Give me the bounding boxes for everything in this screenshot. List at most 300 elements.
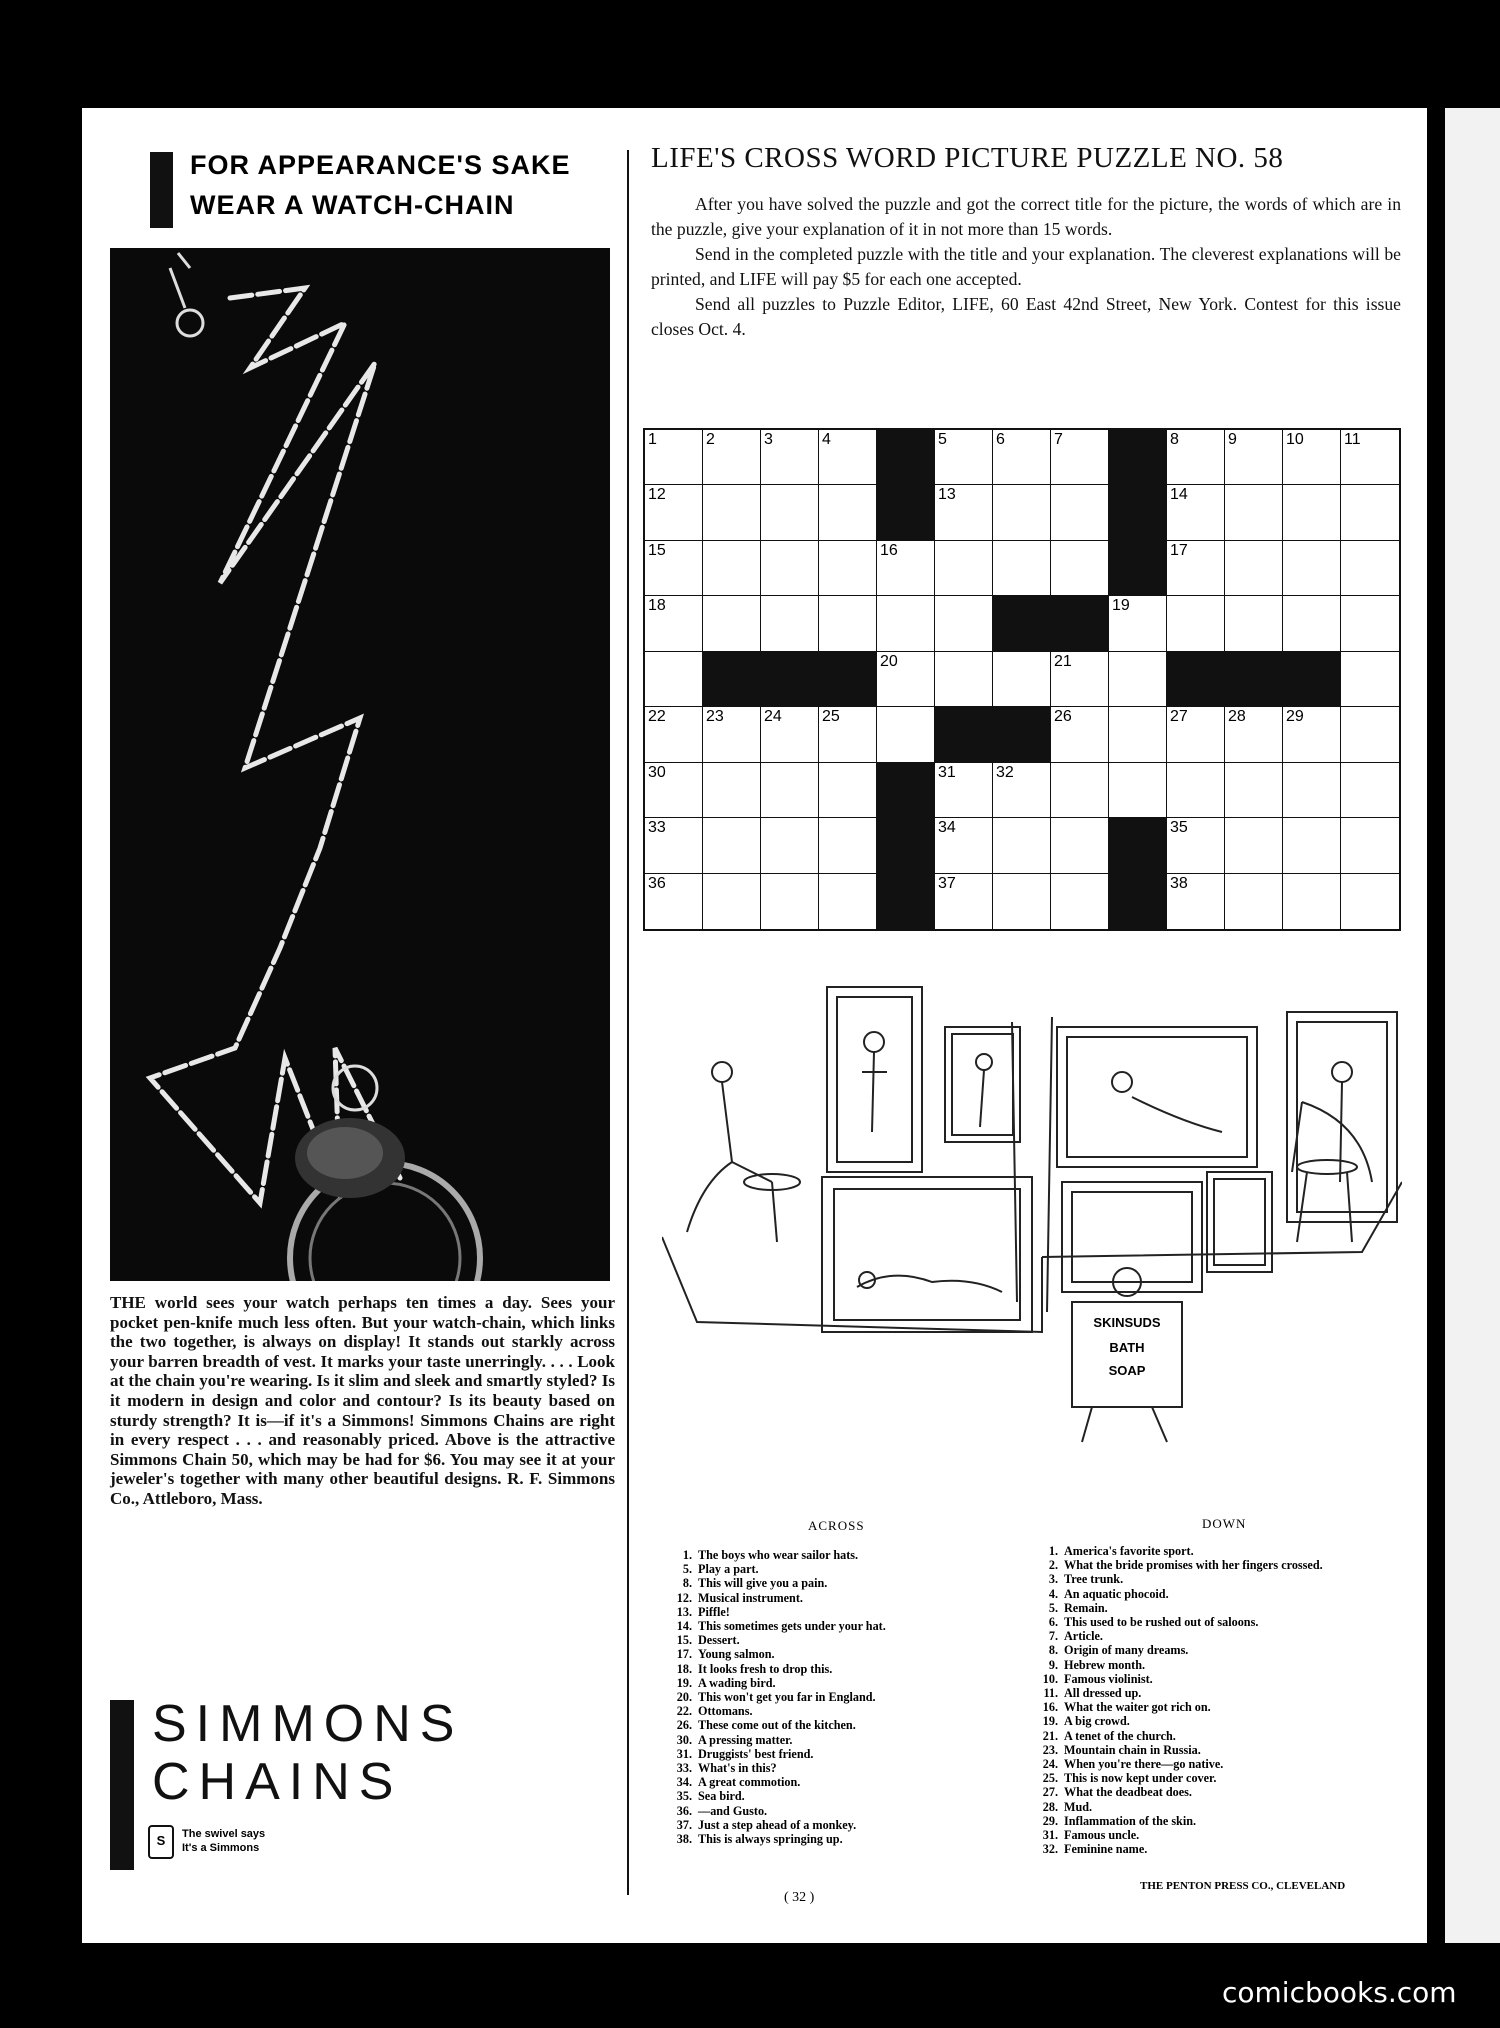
clue-item xyxy=(1032,1785,1412,1799)
clue-item-text: Article. xyxy=(1064,1629,1103,1644)
grid-cell[interactable] xyxy=(1341,430,1399,485)
clue-item-number: 17. xyxy=(676,1647,692,1662)
clue-item-number: 31. xyxy=(676,1746,692,1761)
clue-item-number: 29. xyxy=(1042,1813,1058,1828)
grid-cell[interactable] xyxy=(877,596,935,651)
clue-item-number: 14. xyxy=(676,1619,692,1634)
grid-cell[interactable] xyxy=(1225,485,1283,540)
clue-number: 18 xyxy=(648,597,666,615)
instructions-paragraph: Send all puzzles to Puzzle Editor, LIFE, 60 East 42nd Street, New York. Contest for this issue closes Oct. 4. xyxy=(651,294,1401,339)
grid-cell[interactable] xyxy=(935,485,993,540)
grid-cell[interactable] xyxy=(703,541,761,596)
ad-headline-line-2: WEAR A WATCH-CHAIN xyxy=(190,190,515,220)
grid-cell[interactable] xyxy=(1283,596,1341,651)
clue-item-number: 13. xyxy=(676,1604,692,1619)
clue-number: 16 xyxy=(880,541,898,559)
clue-item-text: What the bride promises with her fingers crossed. xyxy=(1064,1558,1323,1573)
grid-cell[interactable] xyxy=(1167,596,1225,651)
clue-item xyxy=(666,1591,1036,1605)
clue-item-number: 7. xyxy=(1048,1629,1058,1644)
brand-name-line-2: CHAINS xyxy=(152,1753,403,1811)
clue-item-number: 9. xyxy=(1048,1657,1058,1672)
ad-headline xyxy=(150,150,625,228)
grid-cell[interactable] xyxy=(703,596,761,651)
clue-item xyxy=(1032,1587,1412,1601)
clue-item xyxy=(1032,1800,1412,1814)
clue-item xyxy=(1032,1842,1412,1856)
grid-cell[interactable] xyxy=(1167,485,1225,540)
grid-cell[interactable] xyxy=(993,763,1051,818)
clue-item-number: 25. xyxy=(1042,1771,1058,1786)
clue-item-text: This will give you a pain. xyxy=(698,1576,828,1591)
clue-item xyxy=(666,1718,1036,1732)
grid-cell[interactable] xyxy=(877,707,935,762)
grid-cell[interactable] xyxy=(1283,485,1341,540)
brand-tagline xyxy=(182,1827,265,1855)
grid-cell[interactable] xyxy=(761,707,819,762)
clue-item-number: 35. xyxy=(676,1789,692,1804)
clue-item xyxy=(666,1818,1036,1832)
grid-cell[interactable] xyxy=(935,430,993,485)
grid-cell[interactable] xyxy=(1341,541,1399,596)
clue-item xyxy=(666,1548,1036,1562)
clue-item-text: Piffle! xyxy=(698,1604,730,1619)
clue-item-number: 33. xyxy=(676,1761,692,1776)
clue-item xyxy=(1032,1601,1412,1615)
grid-cell[interactable] xyxy=(1341,707,1399,762)
grid-black-square xyxy=(1109,874,1167,929)
grid-black-square xyxy=(761,652,819,707)
clue-item-number: 32. xyxy=(1042,1842,1058,1857)
clue-number: 28 xyxy=(1228,708,1246,726)
clue-item xyxy=(1032,1700,1412,1714)
clue-number: 33 xyxy=(648,819,666,837)
clue-item-number: 22. xyxy=(676,1704,692,1719)
clue-item xyxy=(666,1576,1036,1590)
grid-cell[interactable] xyxy=(1109,707,1167,762)
clue-item-number: 1. xyxy=(682,1548,692,1562)
clue-item xyxy=(1032,1828,1412,1842)
clue-item-text: Druggists' best friend. xyxy=(698,1746,814,1761)
clue-number: 38 xyxy=(1170,874,1188,892)
clue-number: 35 xyxy=(1170,819,1188,837)
watch-chain-illustration xyxy=(110,248,610,1281)
grid-cell[interactable] xyxy=(1167,430,1225,485)
clue-number: 24 xyxy=(764,708,782,726)
clue-item-number: 8. xyxy=(682,1576,692,1591)
clue-item-number: 15. xyxy=(676,1633,692,1648)
clue-item xyxy=(1032,1615,1412,1629)
simmons-brand-block xyxy=(110,1695,615,1870)
instructions-paragraph: After you have solved the puzzle and got the correct title for the picture, the words of which are in the puzzle, give your explanation of it in not more than 15 words. xyxy=(651,194,1401,239)
grid-cell[interactable] xyxy=(1051,430,1109,485)
clue-item xyxy=(666,1789,1036,1803)
grid-cell[interactable] xyxy=(761,596,819,651)
grid-cell[interactable] xyxy=(703,763,761,818)
ad-body-copy: THE world sees your watch perhaps ten times a day. Sees your pocket pen-knife much less often. But your watch-chain, which links the two together, is always on display! It stands out starkly across your barren breadth of vest. It marks your taste unerringly. . . . Look at the chain you're wearing. Is it slim and sleek and smartly styled? Is it modern in design and color and contour? Is its beauty based on sturdy strength? It is—if it's a Simmons! Simmons Chains are right in every respect . . . and reasonably priced. Above is the attractive Simmons Chain 50, which may be had for $6. You may see it at your jeweler's together with many other beautiful designs. R. F. Simmons Co., Attleboro, Mass. xyxy=(110,1293,615,1508)
clue-item-number: 11. xyxy=(1043,1686,1058,1701)
grid-cell[interactable] xyxy=(1341,818,1399,873)
clue-item-text: Inflammation of the skin. xyxy=(1064,1813,1197,1828)
clue-item-text: A great commotion. xyxy=(698,1775,801,1790)
clue-number: 21 xyxy=(1054,652,1072,670)
clue-item xyxy=(666,1647,1036,1661)
grid-cell[interactable] xyxy=(703,818,761,873)
clue-item-text: A wading bird. xyxy=(698,1675,776,1690)
grid-black-square xyxy=(1167,652,1225,707)
clue-number: 5 xyxy=(938,431,947,448)
clue-number: 12 xyxy=(648,486,666,504)
clue-number: 7 xyxy=(1054,431,1063,448)
grid-cell[interactable] xyxy=(1109,596,1167,651)
clue-item-number: 26. xyxy=(676,1718,692,1733)
grid-cell[interactable] xyxy=(935,763,993,818)
grid-cell[interactable] xyxy=(993,818,1051,873)
clue-number: 9 xyxy=(1228,431,1237,448)
clue-item xyxy=(666,1747,1036,1761)
clue-item xyxy=(1032,1771,1412,1785)
clue-item-text: A pressing matter. xyxy=(698,1732,793,1747)
clue-number: 17 xyxy=(1170,541,1188,559)
grid-black-square xyxy=(993,707,1051,762)
grid-cell[interactable] xyxy=(1283,541,1341,596)
watermark: comicbooks.com xyxy=(1222,1976,1457,2009)
grid-cell[interactable] xyxy=(645,485,703,540)
grid-cell[interactable] xyxy=(935,874,993,929)
clue-item-text: Sea bird. xyxy=(698,1789,745,1804)
clue-item xyxy=(1032,1743,1412,1757)
grid-cell[interactable] xyxy=(993,652,1051,707)
grid-cell[interactable] xyxy=(1225,541,1283,596)
clue-item xyxy=(1032,1714,1412,1728)
grid-cell[interactable] xyxy=(645,707,703,762)
clue-item xyxy=(666,1690,1036,1704)
grid-cell[interactable] xyxy=(877,652,935,707)
clue-item xyxy=(1032,1757,1412,1771)
grid-black-square xyxy=(935,707,993,762)
grid-cell[interactable] xyxy=(1225,763,1283,818)
grid-cell[interactable] xyxy=(645,596,703,651)
clue-number: 32 xyxy=(996,763,1014,781)
clue-item-text: This is now kept under cover. xyxy=(1064,1771,1217,1786)
clue-item-text: The boys who wear sailor hats. xyxy=(698,1548,859,1562)
clue-item xyxy=(1032,1629,1412,1643)
clue-item-number: 19. xyxy=(1042,1714,1058,1729)
clue-item-text: Dessert. xyxy=(698,1633,740,1648)
clue-item-number: 19. xyxy=(676,1675,692,1690)
clue-item xyxy=(666,1761,1036,1775)
clue-item-text: —and Gusto. xyxy=(698,1803,768,1818)
clue-item xyxy=(666,1619,1036,1633)
clue-item xyxy=(666,1676,1036,1690)
facing-page-edge xyxy=(1445,108,1500,1943)
grid-cell[interactable] xyxy=(1341,485,1399,540)
grid-cell[interactable] xyxy=(1167,818,1225,873)
grid-cell[interactable] xyxy=(761,874,819,929)
grid-cell[interactable] xyxy=(877,541,935,596)
grid-cell[interactable] xyxy=(1051,541,1109,596)
clue-item-text: Hebrew month. xyxy=(1064,1657,1146,1672)
grid-cell[interactable] xyxy=(761,485,819,540)
grid-cell[interactable] xyxy=(1341,652,1399,707)
clue-item-number: 5. xyxy=(682,1562,692,1577)
grid-cell[interactable] xyxy=(935,818,993,873)
grid-cell[interactable] xyxy=(1167,541,1225,596)
clue-item-number: 38. xyxy=(676,1832,692,1847)
grid-cell[interactable] xyxy=(1341,874,1399,929)
clue-number: 26 xyxy=(1054,708,1072,726)
clue-item-text: Mud. xyxy=(1064,1799,1093,1814)
instructions-paragraph: Send in the completed puzzle with the title and your explanation. The cleverest explanations will be printed, and LIFE will pay $5 for each one accepted. xyxy=(651,244,1401,289)
clue-number: 11 xyxy=(1344,431,1361,448)
grid-cell[interactable] xyxy=(645,541,703,596)
grid-black-square xyxy=(819,652,877,707)
grid-cell[interactable] xyxy=(703,707,761,762)
clue-item-number: 1. xyxy=(1048,1544,1058,1558)
clue-number: 37 xyxy=(938,874,956,892)
grid-cell[interactable] xyxy=(819,541,877,596)
clue-number: 13 xyxy=(938,486,956,504)
crossword-grid xyxy=(643,428,1401,931)
sign-text-2: BATH xyxy=(1109,1340,1145,1355)
grid-cell[interactable] xyxy=(1051,485,1109,540)
grid-cell[interactable] xyxy=(1167,763,1225,818)
page-number: ( 32 ) xyxy=(784,1890,815,1905)
brand-name-line-1: SIMMONS xyxy=(152,1695,464,1753)
clue-item-number: 18. xyxy=(676,1661,692,1676)
grid-cell[interactable] xyxy=(1167,707,1225,762)
clue-item-text: Mountain chain in Russia. xyxy=(1064,1742,1201,1757)
grid-cell[interactable] xyxy=(819,707,877,762)
clue-item-number: 27. xyxy=(1042,1785,1058,1800)
clue-item xyxy=(666,1775,1036,1789)
swivel-logo: S xyxy=(148,1825,174,1859)
puzzle-title: LIFE'S CROSS WORD PICTURE PUZZLE NO. 58 xyxy=(651,142,1284,174)
clue-item-number: 36. xyxy=(676,1803,692,1818)
printer-credit: THE PENTON PRESS CO., CLEVELAND xyxy=(1140,1880,1346,1892)
clue-item-number: 37. xyxy=(676,1817,692,1832)
clue-item-text: A big crowd. xyxy=(1064,1714,1130,1729)
clue-item-text: All dressed up. xyxy=(1064,1686,1142,1701)
grid-cell[interactable] xyxy=(703,874,761,929)
clue-item-text: Ottomans. xyxy=(698,1704,753,1719)
clue-item xyxy=(1032,1544,1412,1558)
clue-item-text: This won't get you far in England. xyxy=(698,1690,876,1705)
clue-item xyxy=(1032,1658,1412,1672)
clue-item xyxy=(666,1704,1036,1718)
grid-cell[interactable] xyxy=(819,430,877,485)
grid-cell[interactable] xyxy=(703,430,761,485)
grid-cell[interactable] xyxy=(819,596,877,651)
grid-cell[interactable] xyxy=(645,874,703,929)
clue-item-text: What the waiter got rich on. xyxy=(1064,1700,1211,1715)
grid-black-square xyxy=(1283,652,1341,707)
clue-number: 23 xyxy=(706,708,724,726)
clue-item-number: 31. xyxy=(1042,1828,1058,1843)
grid-cell[interactable] xyxy=(1283,874,1341,929)
ad-headline-line-1: FOR APPEARANCE'S SAKE xyxy=(190,150,571,180)
across-clues xyxy=(666,1548,1036,1846)
clue-item-text: America's favorite sport. xyxy=(1064,1544,1194,1558)
grid-cell[interactable] xyxy=(1283,707,1341,762)
grid-cell[interactable] xyxy=(1341,763,1399,818)
grid-cell[interactable] xyxy=(819,763,877,818)
clue-item xyxy=(666,1804,1036,1818)
grid-cell[interactable] xyxy=(935,652,993,707)
clue-item xyxy=(1032,1572,1412,1586)
clue-item-number: 28. xyxy=(1042,1799,1058,1814)
clue-number: 19 xyxy=(1112,597,1130,615)
grid-cell[interactable] xyxy=(645,763,703,818)
grid-cell[interactable] xyxy=(1225,707,1283,762)
grid-cell[interactable] xyxy=(1225,818,1283,873)
grid-cell[interactable] xyxy=(645,430,703,485)
watch-chain-photo xyxy=(110,248,610,1281)
grid-black-square xyxy=(877,763,935,818)
grid-cell[interactable] xyxy=(993,485,1051,540)
puzzle-cartoon xyxy=(662,982,1402,1447)
grid-black-square xyxy=(877,818,935,873)
clue-number: 36 xyxy=(648,874,666,892)
clue-item-number: 6. xyxy=(1048,1615,1058,1630)
grid-cell[interactable] xyxy=(935,596,993,651)
clue-item xyxy=(1032,1558,1412,1572)
clue-item xyxy=(666,1562,1036,1576)
clue-item xyxy=(1032,1686,1412,1700)
clue-number: 30 xyxy=(648,763,666,781)
grid-cell[interactable] xyxy=(1051,763,1109,818)
grid-cell[interactable] xyxy=(819,874,877,929)
across-heading: ACROSS xyxy=(808,1518,865,1533)
grid-cell[interactable] xyxy=(819,485,877,540)
clue-item-number: 16. xyxy=(1042,1700,1058,1715)
clue-item-number: 3. xyxy=(1048,1572,1058,1587)
puzzle-instructions xyxy=(651,192,1401,342)
grid-cell[interactable] xyxy=(1225,596,1283,651)
clue-item-text: An aquatic phocoid. xyxy=(1064,1586,1169,1601)
clue-item xyxy=(1032,1729,1412,1743)
grid-cell[interactable] xyxy=(1051,652,1109,707)
grid-cell[interactable] xyxy=(1283,818,1341,873)
clue-item-text: This sometimes gets under your hat. xyxy=(698,1619,886,1634)
grid-cell[interactable] xyxy=(1109,652,1167,707)
clue-item-number: 10. xyxy=(1042,1671,1058,1686)
grid-cell[interactable] xyxy=(645,652,703,707)
clue-item-text: It looks fresh to drop this. xyxy=(698,1661,833,1676)
clue-number: 25 xyxy=(822,708,840,726)
column-divider xyxy=(627,150,629,1895)
clue-item-text: Famous uncle. xyxy=(1064,1828,1140,1843)
grid-cell[interactable] xyxy=(761,763,819,818)
clue-number: 10 xyxy=(1286,431,1304,448)
clue-number: 8 xyxy=(1170,431,1179,448)
clue-item xyxy=(1032,1814,1412,1828)
grid-black-square xyxy=(1051,596,1109,651)
grid-black-square xyxy=(877,430,935,485)
clue-item xyxy=(666,1733,1036,1747)
grid-cell[interactable] xyxy=(1225,874,1283,929)
grid-cell[interactable] xyxy=(703,485,761,540)
clue-item-text: Just a step ahead of a monkey. xyxy=(698,1817,857,1832)
clue-item-number: 20. xyxy=(676,1690,692,1705)
grid-cell[interactable] xyxy=(1283,763,1341,818)
clue-number: 22 xyxy=(648,708,666,726)
grid-black-square xyxy=(877,874,935,929)
clue-item xyxy=(666,1662,1036,1676)
clue-item xyxy=(1032,1672,1412,1686)
clue-item-text: Tree trunk. xyxy=(1064,1572,1124,1587)
grid-cell[interactable] xyxy=(1051,707,1109,762)
grid-black-square xyxy=(877,485,935,540)
grid-black-square xyxy=(703,652,761,707)
tagline-line-2: It's a Simmons xyxy=(182,1842,260,1854)
clue-item-text: Play a part. xyxy=(698,1562,759,1577)
sign-text-1: SKINSUDS xyxy=(1093,1315,1161,1330)
grid-black-square xyxy=(993,596,1051,651)
clue-item-text: Young salmon. xyxy=(698,1647,775,1662)
grid-cell[interactable] xyxy=(1341,596,1399,651)
clue-item-text: Musical instrument. xyxy=(698,1590,803,1605)
clue-item xyxy=(666,1832,1036,1846)
grid-black-square xyxy=(1109,485,1167,540)
clue-number: 29 xyxy=(1286,708,1304,726)
clue-item-number: 4. xyxy=(1048,1586,1058,1601)
sign-text-3: SOAP xyxy=(1108,1363,1146,1378)
grid-cell[interactable] xyxy=(1167,874,1225,929)
clue-number: 3 xyxy=(764,431,773,448)
grid-cell[interactable] xyxy=(935,541,993,596)
grid-black-square xyxy=(1225,652,1283,707)
clue-item-number: 21. xyxy=(1042,1728,1058,1743)
clue-item-text: This used to be rushed out of saloons. xyxy=(1064,1615,1259,1630)
grid-cell[interactable] xyxy=(819,818,877,873)
clue-number: 34 xyxy=(938,819,956,837)
clue-item-text: What the deadbeat does. xyxy=(1064,1785,1192,1800)
clue-item-text: These come out of the kitchen. xyxy=(698,1718,856,1733)
clue-item-text: Famous violinist. xyxy=(1064,1671,1153,1686)
grid-cell[interactable] xyxy=(761,541,819,596)
grid-cell[interactable] xyxy=(761,430,819,485)
grid-cell[interactable] xyxy=(1109,763,1167,818)
grid-cell[interactable] xyxy=(645,818,703,873)
clue-item-number: 2. xyxy=(1048,1558,1058,1573)
clue-item-number: 24. xyxy=(1042,1757,1058,1772)
clue-item-text: What's in this? xyxy=(698,1761,777,1776)
grid-cell[interactable] xyxy=(1225,430,1283,485)
brand-bar xyxy=(110,1700,134,1870)
clue-number: 6 xyxy=(996,431,1005,448)
clue-item-number: 12. xyxy=(676,1590,692,1605)
grid-black-square xyxy=(1109,818,1167,873)
grid-black-square xyxy=(1109,541,1167,596)
clue-item xyxy=(666,1605,1036,1619)
grid-cell[interactable] xyxy=(1051,818,1109,873)
clue-number: 31 xyxy=(938,763,956,781)
grid-cell[interactable] xyxy=(993,874,1051,929)
clue-item-number: 23. xyxy=(1042,1742,1058,1757)
clue-number: 20 xyxy=(880,652,898,670)
grid-cell[interactable] xyxy=(993,541,1051,596)
clue-item-text: A tenet of the church. xyxy=(1064,1728,1176,1743)
watch-chain-ad xyxy=(150,150,625,228)
grid-cell[interactable] xyxy=(1051,874,1109,929)
grid-cell[interactable] xyxy=(1283,430,1341,485)
clue-number: 1 xyxy=(648,431,657,448)
clue-item-text: Feminine name. xyxy=(1064,1842,1148,1857)
grid-cell[interactable] xyxy=(761,818,819,873)
grid-cell[interactable] xyxy=(993,430,1051,485)
clue-item-number: 5. xyxy=(1048,1600,1058,1615)
